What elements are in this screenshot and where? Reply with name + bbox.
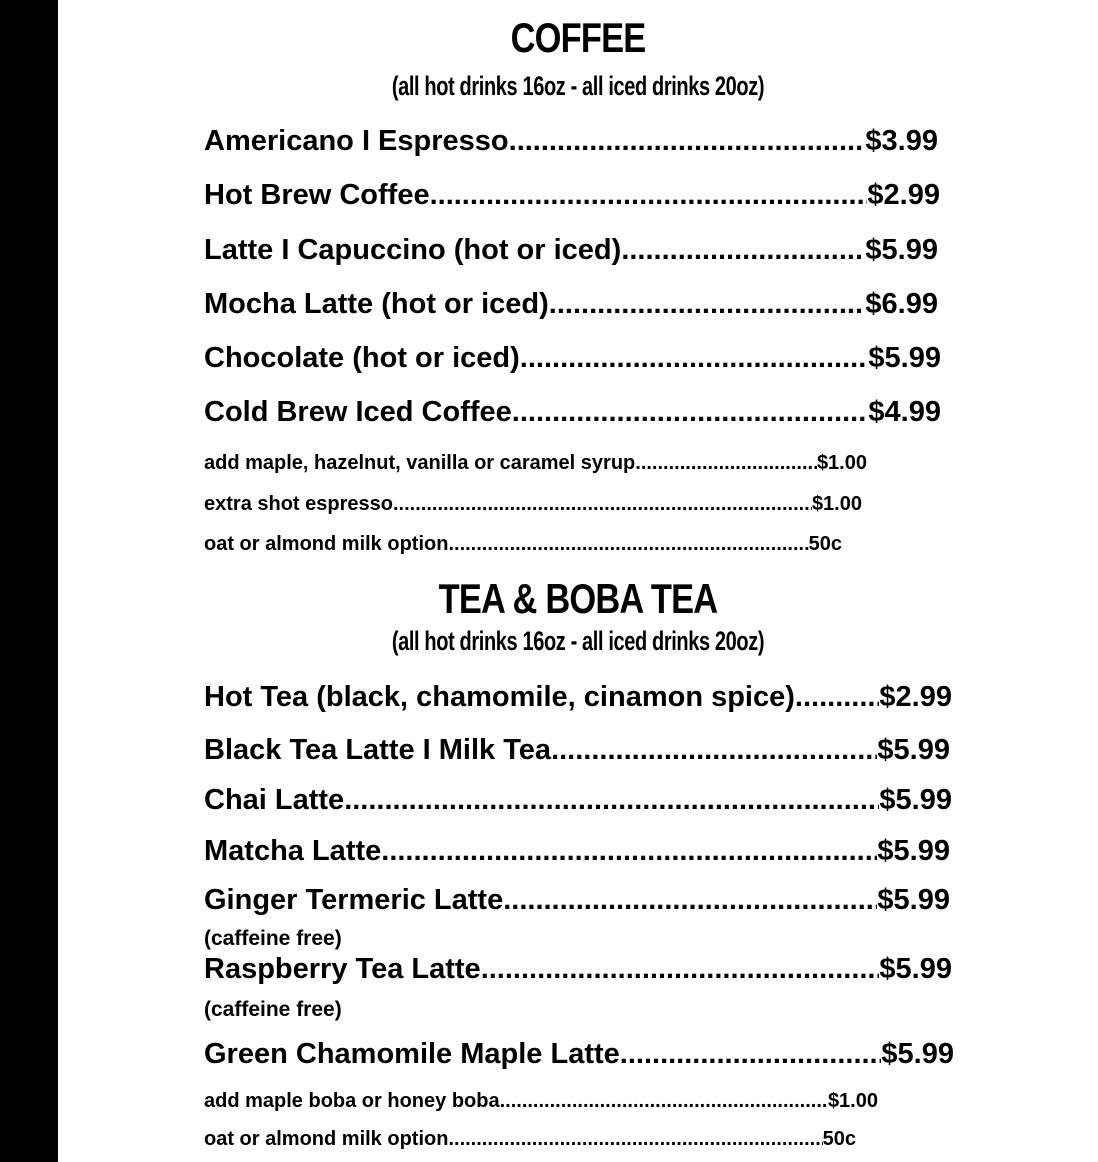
dot-leader — [509, 125, 866, 158]
menu-addon-name: add maple boba or honey boba — [204, 1090, 500, 1112]
menu-addon-name: add maple, hazelnut, vanilla or caramel syrup — [204, 452, 636, 474]
menu-item-price: $5.99 — [877, 835, 950, 867]
menu-addon — [204, 493, 862, 516]
menu-item-price: $5.99 — [877, 734, 950, 766]
menu-item — [204, 734, 950, 767]
menu-item — [204, 234, 938, 267]
menu-item — [204, 288, 938, 321]
dot-leader — [448, 533, 808, 556]
coffee-section-subtitle: (all hot drinks 16oz - all iced drinks 20oz) — [391, 71, 765, 101]
dot-leader — [549, 288, 866, 321]
menu-item-price: $6.99 — [865, 288, 938, 320]
menu-item-name: Chai Latte — [204, 784, 345, 816]
menu-item-name: Hot Brew Coffee — [204, 179, 430, 211]
menu-addon-price: $1.00 — [811, 493, 862, 515]
dot-leader — [551, 734, 877, 767]
menu-page — [58, 0, 1098, 1162]
dot-leader — [430, 179, 868, 212]
menu-addon-name: oat or almond milk option — [204, 1128, 449, 1150]
menu-item-note: (caffeine free) — [204, 927, 342, 950]
menu-addon-price: $1.00 — [827, 1090, 878, 1112]
menu-addon — [204, 1128, 856, 1151]
menu-addon — [204, 1090, 878, 1113]
menu-item-name: Mocha Latte (hot or iced) — [204, 288, 549, 320]
menu-item-note: (caffeine free) — [204, 998, 342, 1021]
dot-leader — [520, 342, 869, 375]
menu-item-name: Raspberry Tea Latte — [204, 953, 481, 985]
tea-section-subtitle: (all hot drinks 16oz - all iced drinks 20oz) — [391, 626, 765, 656]
menu-item-price: $2.99 — [867, 179, 940, 211]
menu-item-price: $4.99 — [868, 396, 941, 428]
menu-item — [204, 1038, 954, 1071]
menu-item-name: Ginger Termeric Latte — [204, 884, 504, 916]
menu-item-name: Chocolate (hot or iced) — [204, 342, 520, 374]
menu-item-price: $5.99 — [868, 342, 941, 374]
menu-item — [204, 784, 952, 817]
dot-leader — [393, 493, 812, 516]
menu-item-name: Green Chamomile Maple Latte — [204, 1038, 620, 1070]
coffee-section-title: COFFEE — [510, 14, 646, 61]
dot-leader — [503, 884, 877, 917]
menu-item — [204, 681, 952, 714]
menu-item-price: $5.99 — [879, 784, 952, 816]
menu-addon — [204, 533, 842, 556]
menu-item — [204, 953, 952, 986]
menu-item-price: $5.99 — [877, 884, 950, 916]
menu-item — [204, 342, 941, 375]
menu-item-price: $5.99 — [881, 1038, 954, 1070]
menu-item-price: $2.99 — [879, 681, 952, 713]
dot-leader — [500, 1090, 828, 1113]
menu-item-name: Black Tea Latte I Milk Tea — [204, 734, 552, 766]
menu-addon-price: 50c — [808, 533, 842, 555]
menu-item — [204, 884, 950, 917]
menu-item-name: Cold Brew Iced Coffee — [204, 396, 512, 428]
dot-leader — [381, 835, 877, 868]
menu-addon-name: extra shot espresso — [204, 493, 393, 515]
menu-item-price: $5.99 — [879, 953, 952, 985]
dot-leader — [621, 234, 865, 267]
menu-addon-price: 50c — [822, 1128, 856, 1150]
menu-item — [204, 125, 938, 158]
menu-item — [204, 835, 950, 868]
menu-item — [204, 396, 941, 429]
dot-leader — [512, 396, 869, 429]
tea-section-title: TEA & BOBA TEA — [438, 575, 718, 622]
menu-item — [204, 179, 940, 212]
menu-item-name: Americano I Espresso — [204, 125, 509, 157]
menu-addon — [204, 452, 867, 475]
dot-leader — [635, 452, 817, 475]
menu-item-name: Matcha Latte — [204, 835, 382, 867]
menu-addon-price: $1.00 — [816, 452, 867, 474]
dot-leader — [795, 681, 880, 714]
dot-leader — [344, 784, 879, 817]
menu-item-name: Latte I Capuccino (hot or iced) — [204, 234, 622, 266]
menu-item-name: Hot Tea (black, chamomile, cinamon spice) — [204, 681, 795, 713]
dot-leader — [481, 953, 880, 986]
dot-leader — [448, 1128, 822, 1151]
menu-item-price: $3.99 — [865, 125, 938, 157]
menu-item-price: $5.99 — [865, 234, 938, 266]
menu-addon-name: oat or almond milk option — [204, 533, 449, 555]
dot-leader — [620, 1038, 882, 1071]
